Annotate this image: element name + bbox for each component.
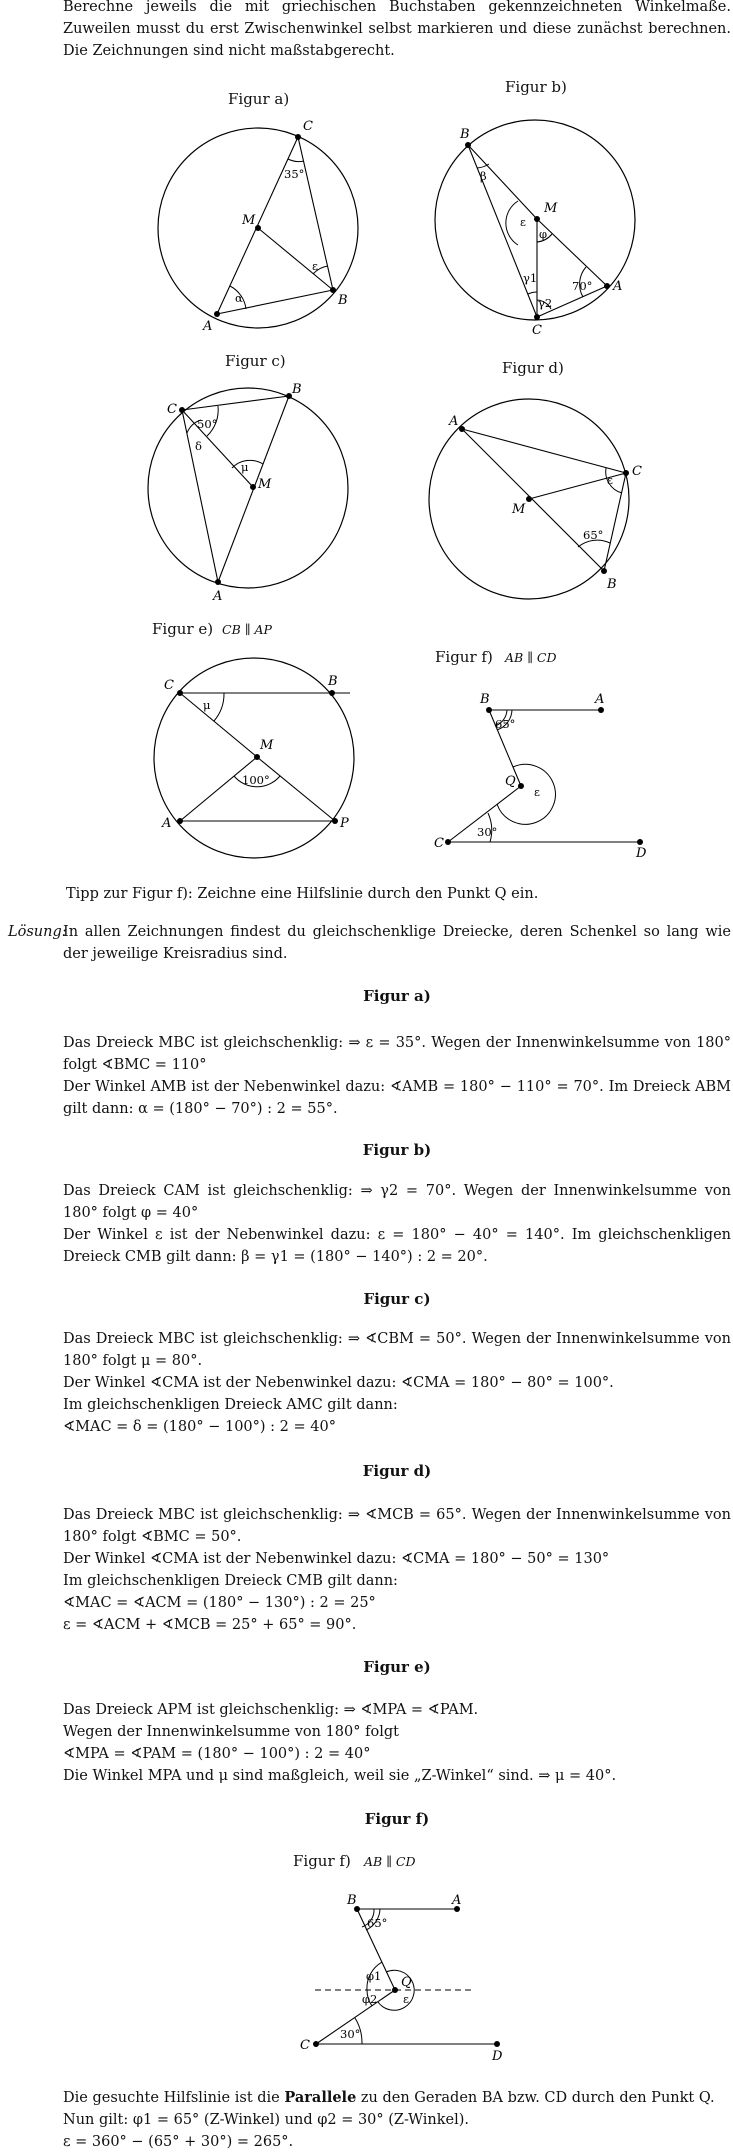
- fig-f2-label-B: B: [347, 1893, 357, 1908]
- fig-a-label-B: B: [338, 293, 348, 308]
- figure-e: [150, 670, 380, 900]
- solution-b-line-1: Das Dreieck CAM ist gleichschenklig: ⇒ γ2 = 70°. Wegen der Innenwinkelsumme von 180° folgt φ = 40°: [63, 1183, 731, 1221]
- fig-f2-label-C: C: [300, 2038, 310, 2053]
- fig-e-angle-100: 100°: [242, 773, 270, 787]
- solution-d-line-5: ε = ∢ACM + ∢MCB = 25° + 65° = 90°.: [63, 1617, 357, 1633]
- solution-d-line-4: ∢MAC = ∢ACM = (180° − 130°) : 2 = 25°: [63, 1595, 376, 1611]
- solution-a-heading: Figur a): [363, 987, 431, 1005]
- fig-c-angle-50: 50°: [197, 417, 218, 431]
- fig-b-angle-70: 70°: [572, 279, 593, 293]
- tip-text: Tipp zur Figur f): Zeichne eine Hilfslinie durch den Punkt Q ein.: [66, 886, 539, 902]
- fig-b-angle-gamma2: γ2: [538, 296, 553, 310]
- fig-f2-angle-eps: ε: [403, 1992, 409, 2006]
- fig-f2-label-Q: Q: [401, 1975, 412, 1990]
- fig-f-angle-eps: ε: [534, 785, 540, 799]
- fig-b-label-A: A: [613, 279, 623, 294]
- figure-f2: [300, 1890, 560, 2064]
- figure-f2-note: AB ∥ CD: [364, 1854, 416, 1869]
- fig-e-label-A: A: [162, 816, 172, 831]
- fig-a-angle-35: 35°: [284, 167, 305, 181]
- fig-b-label-B: B: [460, 127, 470, 142]
- solution-f-parallel: Parallele: [284, 2089, 357, 2106]
- fig-c-label-M: M: [258, 477, 272, 492]
- fig-e-angle-mu: μ: [203, 698, 211, 712]
- figure-a-caption: Figur a): [228, 90, 290, 108]
- fig-d-label-M: M: [512, 502, 526, 517]
- intro-text: Berechne jeweils die mit griechischen Buchstaben gekennzeichneten Winkelmaße. Zuweilen musst du erst Zwischenwinkel selbst markieren und diese zunächst berechnen. Die Zeichnungen sind nicht maßstabgerecht.: [63, 0, 731, 59]
- solution-f-line-2: Nun gilt: φ1 = 65° (Z-Winkel) und φ2 = 30° (Z-Winkel).: [63, 2112, 469, 2128]
- figure-c-caption: Figur c): [225, 352, 286, 370]
- solution-c-heading: Figur c): [363, 1290, 431, 1308]
- solution-e-heading: Figur e): [363, 1658, 431, 1676]
- fig-b-angle-beta: β: [480, 169, 487, 183]
- solution-b-heading: Figur b): [362, 1141, 432, 1159]
- solution-c-line-2: Der Winkel ∢CMA ist der Nebenwinkel dazu: ∢CMA = 180° − 80° = 100°.: [63, 1375, 614, 1391]
- solution-d-heading: Figur d): [362, 1462, 432, 1480]
- fig-d-label-C: C: [632, 464, 642, 479]
- fig-f-label-D: D: [636, 846, 647, 861]
- solution-c-line-4: ∢MAC = δ = (180° − 100°) : 2 = 40°: [63, 1419, 336, 1435]
- solution-d-line-1: Das Dreieck MBC ist gleichschenklig: ⇒ ∢MCB = 65°. Wegen der Innenwinkelsumme von 180° folgt ∢BMC = 50°.: [63, 1507, 731, 1545]
- fig-a-angle-alpha: α: [235, 291, 243, 305]
- figure-b-caption: Figur b): [505, 78, 567, 96]
- fig-c-label-C: C: [167, 402, 177, 417]
- figure-c: [145, 378, 365, 608]
- solution-f-line-1: [63, 2087, 731, 2109]
- fig-e-label-M: M: [260, 738, 274, 753]
- solution-label: Lösung:: [8, 924, 67, 940]
- figure-e-caption: Figur e): [152, 620, 214, 638]
- fig-f-angle-65: 65°: [495, 717, 516, 731]
- figure-f: [434, 692, 670, 861]
- solution-d-line-2: Der Winkel ∢CMA ist der Nebenwinkel dazu: ∢CMA = 180° − 50° = 130°: [63, 1551, 610, 1567]
- fig-c-angle-mu: μ: [241, 460, 249, 474]
- fig-e-label-B: B: [328, 674, 338, 689]
- fig-b-angle-gamma1: γ1: [523, 271, 538, 285]
- fig-d-label-A: A: [449, 414, 459, 429]
- figure-b: [420, 108, 650, 338]
- fig-c-angle-delta: δ: [195, 439, 202, 453]
- solution-a-line-1: Das Dreieck MBC ist gleichschenklig: ⇒ ε = 35°. Wegen der Innenwinkelsumme von 180° folgt ∢BMC = 110°: [63, 1035, 731, 1073]
- fig-d-angle-65: 65°: [583, 528, 604, 542]
- solution-e-line-3: ∢MPA = ∢PAM = (180° − 100°) : 2 = 40°: [63, 1746, 371, 1762]
- fig-f-label-A: A: [595, 692, 605, 707]
- figure-e-note: CB ∥ AP: [222, 622, 272, 637]
- fig-f-label-B: B: [480, 692, 490, 707]
- solution-f-line-1-post: zu den Geraden BA bzw. CD durch den Punkt Q.: [360, 2090, 715, 2106]
- solution-e-line-4: Die Winkel MPA und μ sind maßgleich, weil sie „Z-Winkel“ sind. ⇒ μ = 40°.: [63, 1768, 617, 1784]
- fig-f2-angle-65: 65°: [367, 1916, 388, 1930]
- solution-intro: In allen Zeichnungen findest du gleichschenklige Dreiecke, deren Schenkel so lang wie der jeweilige Kreisradius sind.: [63, 924, 731, 962]
- solution-c-line-1: Das Dreieck MBC ist gleichschenklig: ⇒ ∢CBM = 50°. Wegen der Innenwinkelsumme von 180° folgt μ = 80°.: [63, 1331, 731, 1369]
- solution-f-line-3: ε = 360° − (65° + 30°) = 265°.: [63, 2134, 294, 2150]
- fig-a-angle-eps: ε: [312, 259, 318, 273]
- fig-f-angle-30: 30°: [477, 825, 498, 839]
- solution-e-line-2: Wegen der Innenwinkelsumme von 180° folgt: [63, 1724, 399, 1740]
- fig-d-label-B: B: [607, 577, 617, 592]
- solution-e-line-1: Das Dreieck APM ist gleichschenklig: ⇒ ∢MPA = ∢PAM.: [63, 1702, 479, 1718]
- fig-d-angle-eps: ε: [607, 473, 613, 487]
- fig-e-label-P: P: [340, 816, 349, 831]
- figure-d-caption: Figur d): [502, 359, 564, 377]
- fig-c-label-A: A: [213, 589, 223, 604]
- figure-f-caption: Figur f): [435, 648, 493, 666]
- fig-a-label-C: C: [303, 119, 313, 134]
- solution-a-line-2: Der Winkel AMB ist der Nebenwinkel dazu: ∢AMB = 180° − 110° = 70°. Im Dreieck ABM gilt dann: α = (180° − 70°) : 2 = 55°.: [63, 1079, 731, 1117]
- fig-b-label-M: M: [544, 201, 558, 216]
- fig-f-label-Q: Q: [505, 774, 516, 789]
- figure-f-note: AB ∥ CD: [505, 650, 557, 665]
- fig-b-label-C: C: [532, 323, 542, 338]
- solution-b-line-2: Der Winkel ε ist der Nebenwinkel dazu: ε = 180° − 40° = 140°. Im gleichschenkligen Dreieck CMB gilt dann: β = γ1 = (180° − 140°) : 2 = 20°.: [63, 1227, 731, 1265]
- fig-a-label-A: A: [203, 319, 213, 334]
- solution-c-line-3: Im gleichschenkligen Dreieck AMC gilt dann:: [63, 1397, 398, 1413]
- figure-a: [150, 115, 370, 345]
- fig-f2-angle-phi2: φ2: [362, 1992, 378, 2006]
- solution-f-heading: Figur f): [364, 1810, 430, 1828]
- fig-b-angle-phi: φ: [539, 227, 548, 241]
- fig-f2-label-D: D: [492, 2049, 503, 2064]
- fig-c-label-B: B: [292, 382, 302, 397]
- fig-e-label-C: C: [164, 678, 174, 693]
- figure-f2-caption: Figur f): [293, 1852, 351, 1870]
- solution-f-line-1-pre: Die gesuchte Hilfslinie ist die: [63, 2090, 280, 2106]
- figure-d: [420, 395, 650, 625]
- fig-f2-angle-phi1: φ1: [366, 1969, 382, 1983]
- solution-d-line-3: Im gleichschenkligen Dreieck CMB gilt dann:: [63, 1573, 398, 1589]
- fig-f2-angle-30: 30°: [340, 2027, 361, 2041]
- fig-a-label-M: M: [242, 213, 256, 228]
- fig-f2-label-A: A: [452, 1893, 462, 1908]
- fig-b-angle-eps: ε: [520, 215, 526, 229]
- fig-f-label-C: C: [434, 836, 444, 851]
